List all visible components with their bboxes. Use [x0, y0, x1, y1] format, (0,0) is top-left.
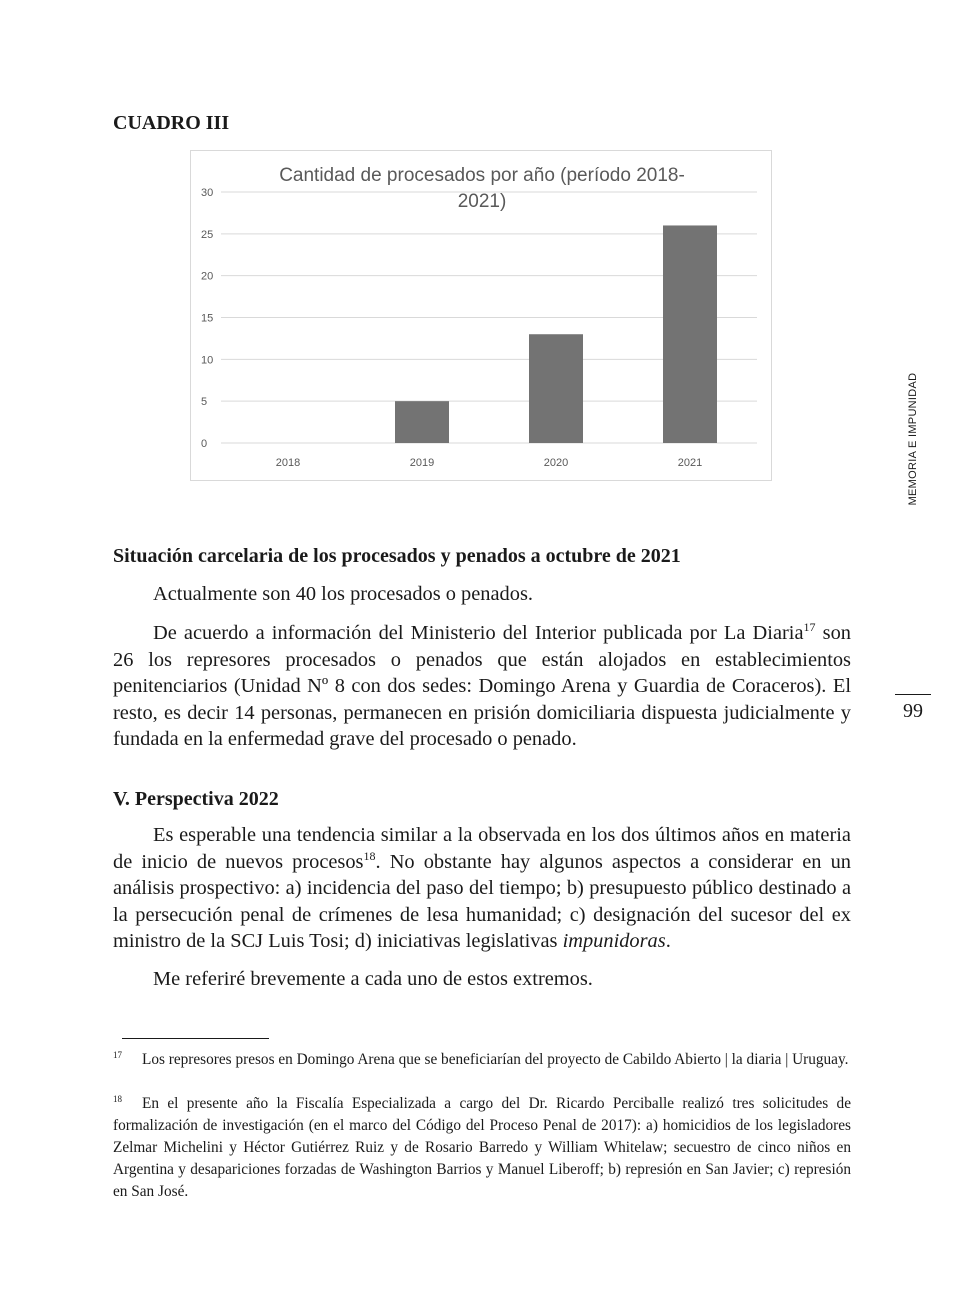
footnote-number: 18 — [113, 1094, 122, 1104]
paragraph-perspective — [113, 822, 851, 955]
y-tick-label: 20 — [201, 270, 214, 283]
footnote-ref-17: 17 — [803, 620, 816, 634]
y-tick-label: 0 — [201, 438, 208, 450]
y-tick-label: 30 — [201, 187, 214, 199]
y-tick-label: 5 — [201, 396, 208, 409]
y-tick-label: 15 — [201, 312, 214, 325]
bar-2020 — [529, 334, 583, 443]
paragraph-text: . — [665, 930, 671, 952]
chart-plot — [191, 151, 773, 482]
bar-2019 — [395, 401, 449, 443]
page-number-rule — [895, 694, 931, 695]
footnote-17 — [113, 1044, 851, 1071]
bar-chart — [190, 150, 772, 481]
section-heading-perspective: V. Perspectiva 2022 — [113, 788, 279, 810]
footnote-text: En el presente año la Fiscalía Especializada a cargo del Dr. Ricardo Perciballe realizó tres solicitudes de formalización de investigación (en el marco del Código del Proceso Penal de 2017): a) homicidios de los legisladores Zelmar Michelini y Héctor Gutiérrez Ruiz y de Rosario Barredo y William Whitelaw; secuestro de cinco niños en Argentina y desapariciones forzadas de Washington Barrios y Manuel Liberoff; b) represión en San Javier; c) represión en San José. — [113, 1095, 851, 1200]
footnote-separator — [122, 1038, 269, 1039]
footnote-ref-18: 18 — [363, 848, 376, 863]
paragraph-closing: Me referiré brevemente a cada uno de estos extremos. — [153, 968, 593, 990]
paragraph-text: . No obstante hay algunos aspectos a considerar en un análisis prospectivo: a) incidencia del paso del tiempo; b) presupuesto público destinado a la persecución penal de crímenes de lesa humanidad; c) designación del sucesor del ex ministro de la SCJ Luis Tosi; d) iniciativas legislativas — [113, 850, 851, 952]
x-tick-label: 2021 — [677, 457, 703, 469]
chart-title-line-2: 2021) — [457, 191, 507, 212]
bar-2021 — [663, 225, 717, 443]
chart-title-line-1: Cantidad de procesados por año (período 2018- — [279, 165, 685, 186]
paragraph-text: De acuerdo a información del Ministerio del Interior publicada por La Diaria — [153, 622, 804, 644]
footnote-number: 17 — [113, 1050, 122, 1060]
running-header — [903, 366, 923, 512]
y-tick-label: 10 — [201, 354, 214, 367]
page-number: 99 — [903, 700, 923, 722]
footnote-text: Los represores presos en Domingo Arena que se beneficiarían del proyecto de Cabildo Abierto | la diaria | Uruguay. — [142, 1051, 849, 1068]
y-tick-label: 25 — [201, 228, 214, 241]
x-tick-label: 2018 — [275, 457, 301, 469]
italic-term: impunidoras — [562, 930, 666, 952]
section-heading-prison: Situación carcelaria de los procesados y penados a octubre de 2021 — [113, 545, 681, 567]
running-header-text: MEMORIA E IMPUNIDAD — [907, 372, 919, 506]
paragraph-prison-detail — [113, 620, 851, 753]
table-heading: CUADRO III — [113, 112, 230, 134]
paragraph-text: son 26 los represores procesados o penados que están alojados en establecimientos penitenciarios (Unidad Nº 8 con dos sedes: Domingo Arena y Guardia de Coraceros). El resto, es decir 14 personas, permanecen en prisión domiciliaria dispuesta judicialmente y fundada en la enfermedad grave del procesado o penado. — [113, 622, 851, 750]
footnote-18 — [113, 1088, 851, 1203]
paragraph-count: Actualmente son 40 los procesados o penados. — [153, 583, 533, 605]
x-tick-label: 2020 — [543, 457, 569, 469]
x-tick-label: 2019 — [409, 457, 435, 469]
paragraph-text: Es esperable una tendencia similar a la observada en los dos últimos años en materia de inicio de nuevos procesos — [113, 824, 851, 873]
